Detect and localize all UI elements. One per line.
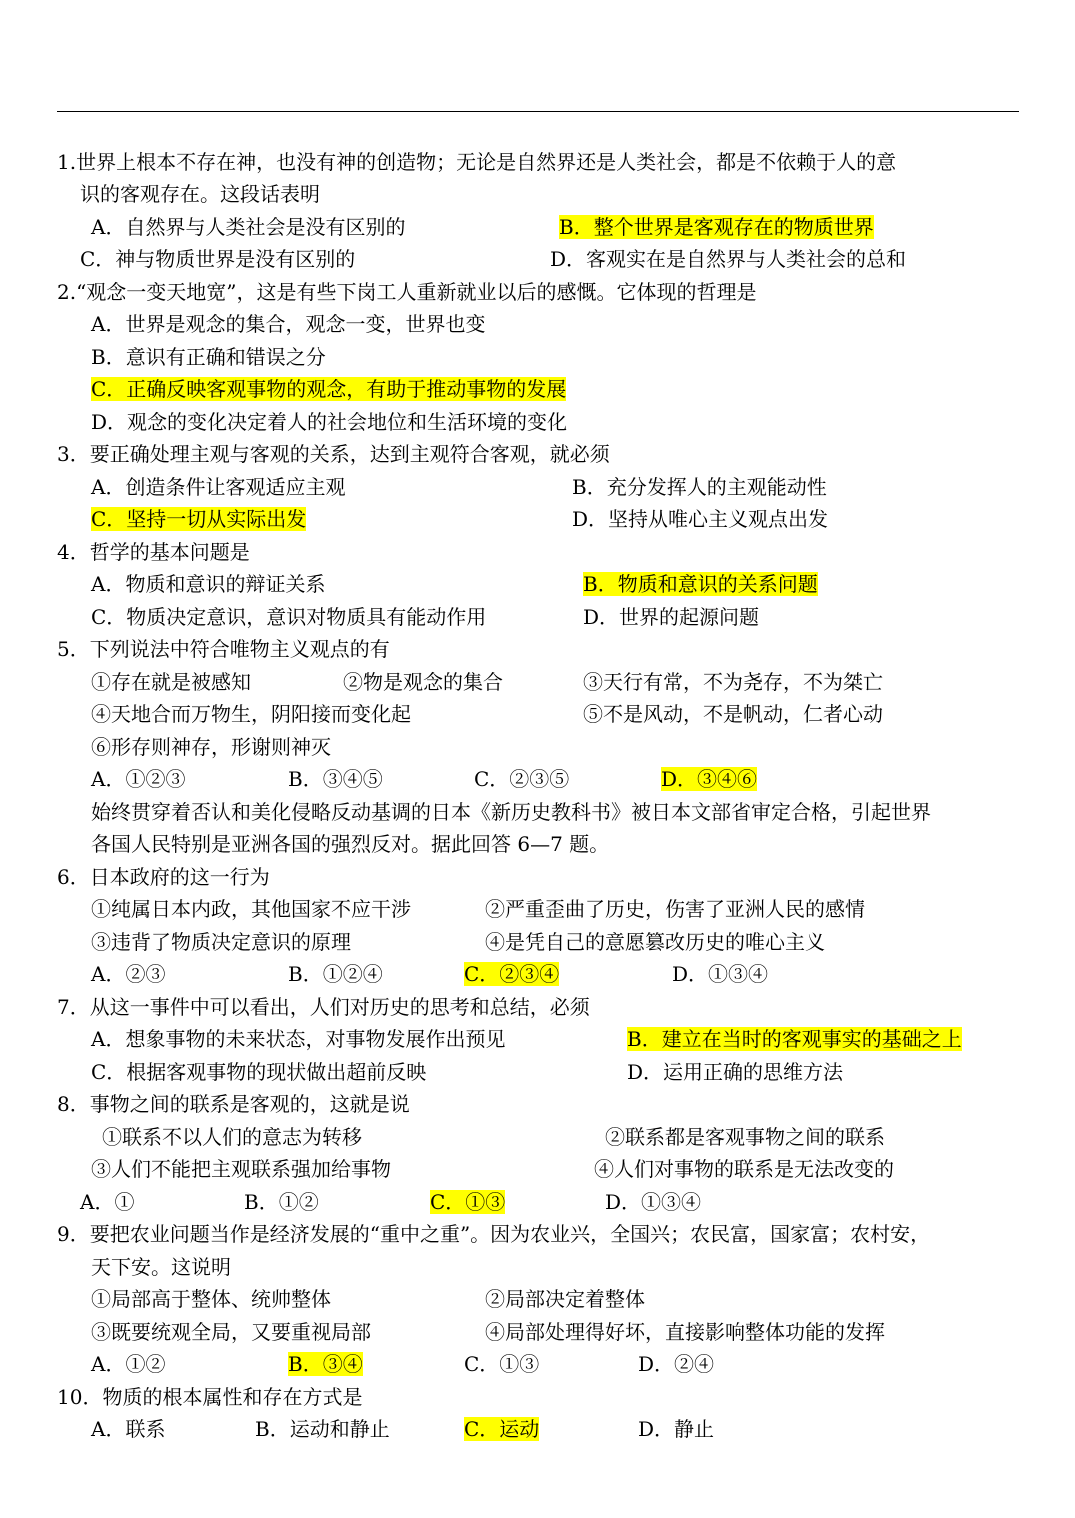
question-4-stem: 4．哲学的基本问题是 (57, 540, 250, 564)
question-3-option-c-answer: C．坚持一切从实际出发 (91, 507, 307, 531)
header-rule (57, 111, 1019, 112)
question-5-option-c: C．②③⑤ (474, 767, 570, 791)
question-2-option-c-answer: C．正确反映客观事物的观念，有助于推动事物的发展 (91, 377, 567, 401)
question-2-option-a: A．世界是观念的集合，观念一变，世界也变 (91, 312, 486, 336)
passage-line-1: 始终贯穿着否认和美化侵略反动基调的日本《新历史教科书》被日本文部省审定合格，引起世界 (91, 800, 931, 824)
question-6-option-c-answer: C．②③④ (464, 962, 560, 986)
question-8-stem: 8．事物之间的联系是客观的，这就是说 (57, 1092, 410, 1116)
question-7-option-d: D．运用正确的思维方法 (627, 1060, 844, 1084)
question-6-stem: 6．日本政府的这一行为 (57, 865, 270, 889)
question-10-option-b: B．运动和静止 (255, 1417, 390, 1441)
question-5-stem: 5．下列说法中符合唯物主义观点的有 (57, 637, 390, 661)
question-5-statement-5: ⑤不是风动，不是帆动，仁者心动 (583, 702, 883, 726)
question-8-option-c-answer: C．①③ (430, 1190, 506, 1214)
question-1-stem-line-1: 1.世界上根本不存在神，也没有神的创造物；无论是自然界还是人类社会，都是不依赖于人的意 (57, 150, 897, 174)
question-10-stem: 10．物质的根本属性和存在方式是 (57, 1385, 363, 1409)
question-6-option-b: B．①②④ (288, 962, 383, 986)
question-5-option-a: A．①②③ (91, 767, 186, 791)
question-1-option-b-answer: B．整个世界是客观存在的物质世界 (559, 215, 874, 239)
question-10-option-a: A．联系 (91, 1417, 166, 1441)
question-10-option-d: D．静止 (638, 1417, 715, 1441)
question-8-option-a: A．① (80, 1190, 135, 1214)
question-5-statement-1: ①存在就是被感知 (91, 670, 251, 694)
question-7-option-a: A．想象事物的未来状态，对事物发展作出预见 (91, 1027, 506, 1051)
question-6-statement-2: ②严重歪曲了历史，伤害了亚洲人民的感情 (485, 897, 865, 921)
question-8-statement-2: ②联系都是客观事物之间的联系 (605, 1125, 885, 1149)
question-1-option-c: C．神与物质世界是没有区别的 (80, 247, 356, 271)
question-9-option-c: C．①③ (464, 1352, 540, 1376)
question-9-option-b-answer: B．③④ (288, 1352, 363, 1376)
question-7-stem: 7．从这一事件中可以看出，人们对历史的思考和总结，必须 (57, 995, 590, 1019)
question-9-statement-2: ②局部决定着整体 (485, 1287, 645, 1311)
question-5-option-b: B．③④⑤ (288, 767, 383, 791)
question-9-stem-line-2: 天下安。这说明 (91, 1255, 231, 1279)
question-3-stem: 3．要正确处理主观与客观的关系，达到主观符合客观，就必须 (57, 442, 610, 466)
question-6-statement-1: ①纯属日本内政，其他国家不应干涉 (91, 897, 411, 921)
question-4-option-c: C．物质决定意识，意识对物质具有能动作用 (91, 605, 487, 629)
question-3-option-a: A．创造条件让客观适应主观 (91, 475, 346, 499)
question-1-option-a: A．自然界与人类社会是没有区别的 (91, 215, 406, 239)
question-3-option-b: B．充分发挥人的主观能动性 (572, 475, 827, 499)
question-6-option-d: D．①③④ (672, 962, 769, 986)
question-7-option-b-answer: B．建立在当时的客观事实的基础之上 (627, 1027, 962, 1051)
question-9-statement-3: ③既要统观全局，又要重视局部 (91, 1320, 371, 1344)
question-4-option-d: D．世界的起源问题 (583, 605, 760, 629)
question-8-statement-4: ④人们对事物的联系是无法改变的 (594, 1157, 894, 1181)
question-10-option-c-answer: C．运动 (464, 1417, 540, 1441)
question-3-option-d: D．坚持从唯心主义观点出发 (572, 507, 829, 531)
question-9-statement-4: ④局部处理得好坏，直接影响整体功能的发挥 (485, 1320, 885, 1344)
question-9-stem-line-1: 9．要把农业问题当作是经济发展的“重中之重”。因为农业兴，全国兴；农民富，国家富；农村安， (57, 1222, 931, 1246)
question-4-option-b-answer: B．物质和意识的关系问题 (583, 572, 818, 596)
question-6-option-a: A．②③ (91, 962, 166, 986)
question-2-option-b: B．意识有正确和错误之分 (91, 345, 326, 369)
question-5-statement-2: ②物是观念的集合 (343, 670, 503, 694)
question-9-statement-1: ①局部高于整体、统帅整体 (91, 1287, 331, 1311)
question-5-statement-4: ④天地合而万物生，阴阳接而变化起 (91, 702, 411, 726)
question-2-option-d: D．观念的变化决定着人的社会地位和生活环境的变化 (91, 410, 568, 434)
passage-line-2: 各国人民特别是亚洲各国的强烈反对。据此回答 6—7 题。 (91, 832, 610, 856)
question-8-option-d: D．①③④ (605, 1190, 702, 1214)
question-8-option-b: B．①② (244, 1190, 319, 1214)
question-1-stem-line-2: 识的客观存在。这段话表明 (80, 182, 320, 206)
question-5-statement-3: ③天行有常，不为尧存，不为桀亡 (583, 670, 883, 694)
question-9-option-d: D．②④ (638, 1352, 715, 1376)
question-9-option-a: A．①② (91, 1352, 166, 1376)
question-5-option-d-answer: D．③④⑥ (661, 767, 758, 791)
question-7-option-c: C．根据客观事物的现状做出超前反映 (91, 1060, 427, 1084)
question-4-option-a: A．物质和意识的辩证关系 (91, 572, 326, 596)
question-5-statement-6: ⑥形存则神存，形谢则神灭 (91, 735, 331, 759)
question-6-statement-3: ③违背了物质决定意识的原理 (91, 930, 351, 954)
question-2-stem: 2.“观念一变天地宽”，这是有些下岗工人重新就业以后的感慨。它体现的哲理是 (57, 280, 757, 304)
question-6-statement-4: ④是凭自己的意愿篡改历史的唯心主义 (485, 930, 825, 954)
question-8-statement-3: ③人们不能把主观联系强加给事物 (91, 1157, 391, 1181)
question-1-option-d: D．客观实在是自然界与人类社会的总和 (550, 247, 907, 271)
question-8-statement-1: ①联系不以人们的意志为转移 (102, 1125, 362, 1149)
